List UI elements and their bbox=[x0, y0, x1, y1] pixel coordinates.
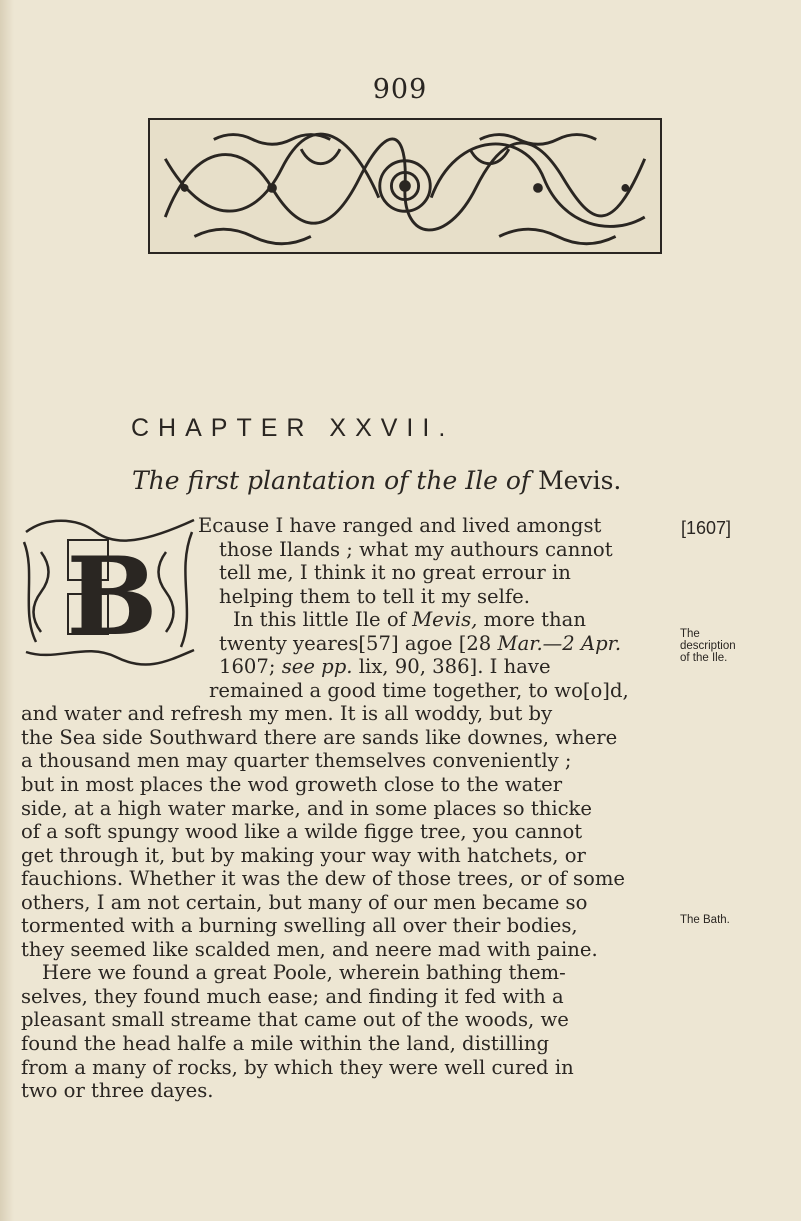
text-line: remained a good time together, to wo[o]d, bbox=[209, 678, 629, 702]
chapter-subtitle bbox=[132, 466, 621, 495]
text-line: selves, they found much ease; and finding it fed with a bbox=[21, 984, 564, 1008]
text-line: two or three dayes. bbox=[21, 1079, 214, 1103]
initial-letter: B bbox=[66, 534, 158, 660]
text-line: fauchions. Whether it was the dew of those trees, or of some bbox=[21, 867, 626, 891]
text-line: tormented with a burning swelling all over their bodies, bbox=[21, 914, 578, 938]
text-line: Here we found a great Poole, wherein bathing them- bbox=[42, 961, 566, 985]
text-line: of a soft spungy wood like a wilde figge tree, you cannot bbox=[21, 820, 583, 844]
ornament-scrollwork-icon bbox=[150, 120, 660, 252]
text-line: helping them to tell it my selfe. bbox=[219, 584, 530, 608]
text-line: but in most places the wod groweth close to the water bbox=[21, 773, 563, 797]
text-line: side, at a high water marke, and in some places so thicke bbox=[21, 796, 593, 820]
page-edge bbox=[0, 0, 14, 1221]
text-line: pleasant small streame that came out of the woods, we bbox=[21, 1008, 569, 1032]
margin-date: [1607] bbox=[681, 518, 732, 538]
text-line: found the head halfe a mile within the land, distilling bbox=[21, 1032, 550, 1056]
text-line: tell me, I think it no great errour in bbox=[219, 561, 571, 585]
text-line: In this little Ile of Mevis, more than bbox=[233, 608, 586, 632]
page-number: 909 bbox=[372, 74, 428, 105]
chapter-title: CHAPTER XXVII. bbox=[131, 414, 455, 442]
margin-note-bath: The Bath. bbox=[680, 914, 730, 926]
text-line: 1607; see pp. lix, 90, 386]. I have bbox=[219, 655, 551, 679]
text-line: a thousand men may quarter themselves conveniently ; bbox=[21, 749, 572, 773]
text-line: those Ilands ; what my authours cannot bbox=[219, 537, 613, 561]
text-line: they seemed like scalded men, and neere mad with paine. bbox=[21, 937, 598, 961]
text-line: and water and refresh my men. It is all woddy, but by bbox=[21, 702, 553, 726]
text-line: get through it, but by making your way with hatchets, or bbox=[21, 843, 586, 867]
text-line: the Sea side Southward there are sands like downes, where bbox=[21, 725, 618, 749]
text-line: from a many of rocks, by which they were well cured in bbox=[21, 1055, 574, 1079]
headpiece-ornament bbox=[148, 118, 662, 254]
chapter-body bbox=[21, 514, 661, 1103]
text-line: twenty yeares[57] agoe [28 Mar.—2 Apr. bbox=[219, 631, 622, 655]
text-line: Ecause I have ranged and lived amongst bbox=[198, 514, 602, 537]
subtitle-place-name: Mevis. bbox=[538, 466, 622, 495]
margin-note-description: The description of the Ile. bbox=[680, 628, 736, 664]
text-line: others, I am not certain, but many of our men became so bbox=[21, 890, 588, 914]
subtitle-italic: The first plantation of the Ile of bbox=[132, 466, 531, 495]
